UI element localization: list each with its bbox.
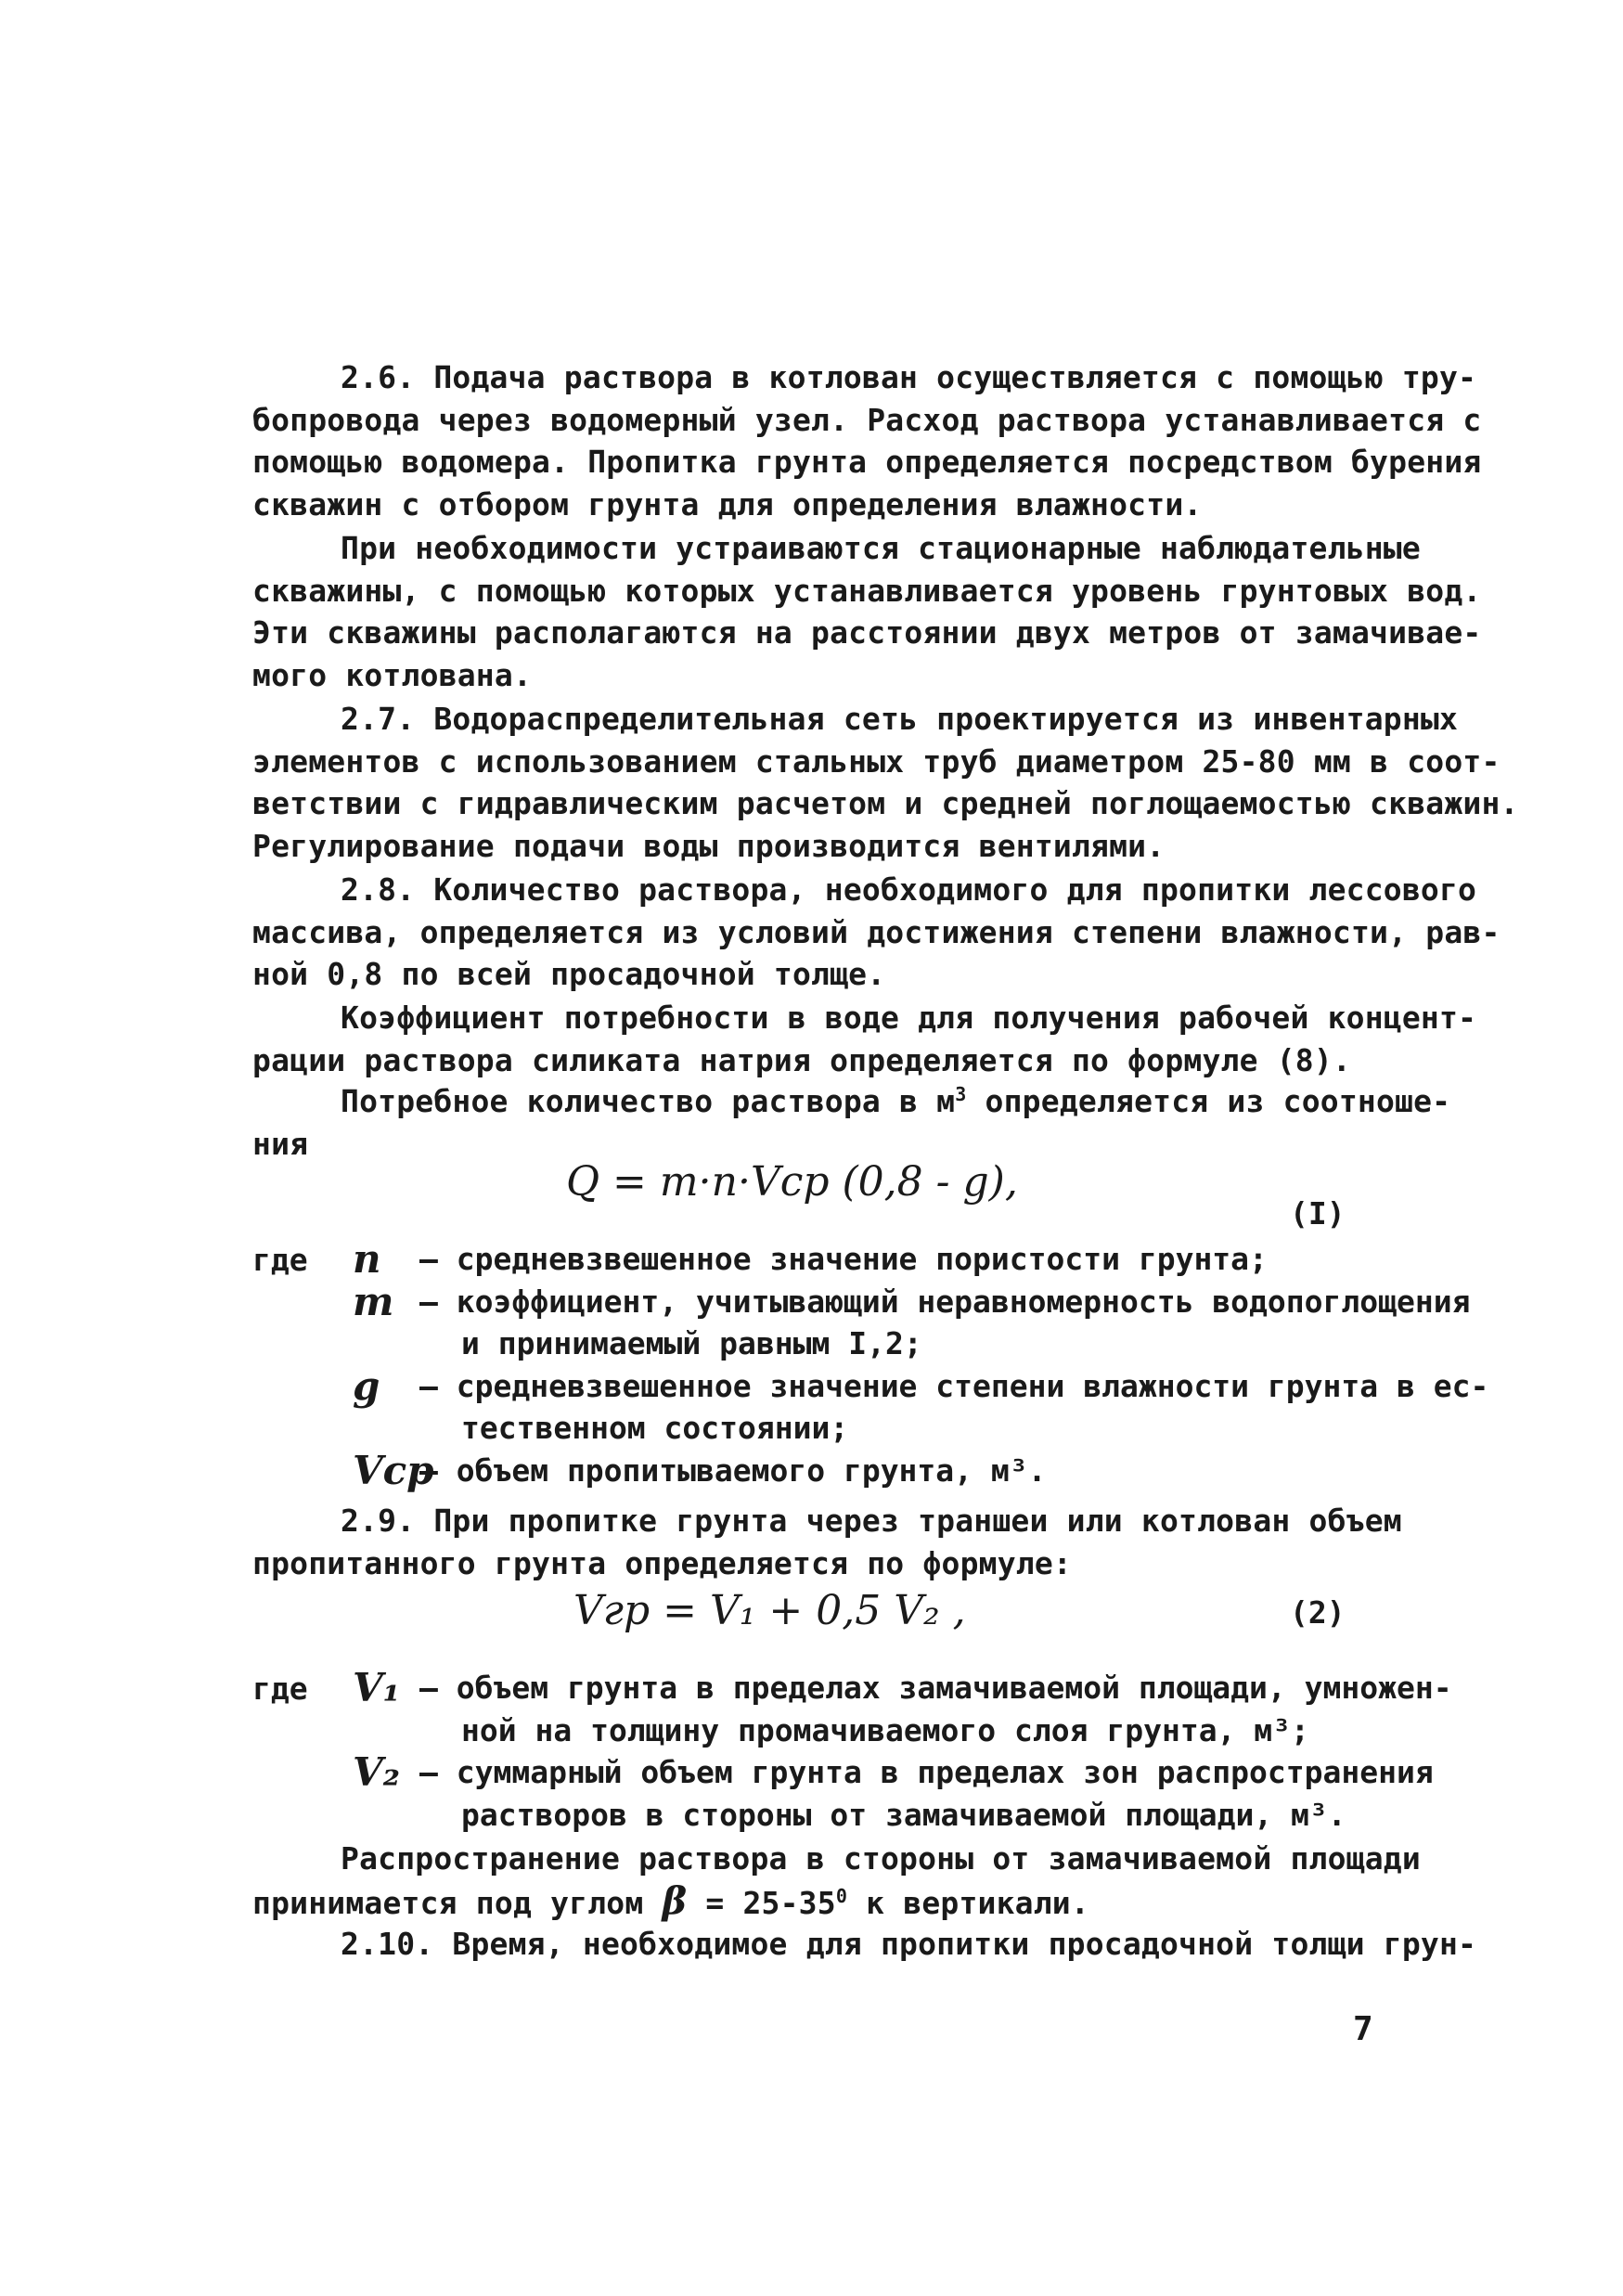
definitions-formula-2	[353, 1665, 1452, 1836]
text-segment: принимается под углом	[252, 1884, 663, 1921]
definition-row	[353, 1665, 1452, 1751]
text-line: 2.10. Время, необходимое для пропитки просадочной толщи грун-	[341, 1926, 1477, 1962]
text-line: ветствии с гидравлическим расчетом и средней поглощаемостью скважин.	[252, 785, 1519, 821]
beta-symbol: β	[662, 1878, 688, 1923]
definition-row	[353, 1749, 1434, 1836]
text-line: ной 0,8 по всей просадочной толще.	[252, 956, 886, 992]
text-line: Регулирование подачи воды производится вентилями.	[252, 827, 1166, 864]
text-line: 2.6. Подача раствора в котлован осуществляется с помощью тру-	[341, 359, 1477, 395]
definition-text	[419, 1667, 1452, 1751]
text-line: пропитанного грунта определяется по формуле:	[252, 1544, 1072, 1581]
text-segment: Потребное количество раствора в м	[341, 1083, 956, 1119]
definition-row	[353, 1238, 1401, 1281]
symbol-v2: V₂	[353, 1749, 400, 1795]
paragraph-coefficient	[252, 997, 1477, 1081]
formula-1: Q = m·n·Vср (0,8 - g),	[566, 1158, 1018, 1206]
text-line: При необходимости устраиваются стационарные наблюдательные	[341, 530, 1421, 566]
definition-text	[419, 1281, 1470, 1365]
where-label: где	[252, 1670, 308, 1707]
definition-line: – коэффициент, учитывающий неравномерность водопоглощения	[419, 1283, 1471, 1320]
text-line: бопровода через водомерный узел. Расход раствора устанавливается с	[252, 401, 1482, 438]
symbol-v1: V₁	[353, 1665, 400, 1710]
text-line: массива, определяется из условий достижения степени влажности, рав-	[252, 913, 1501, 950]
symbol-m: m	[353, 1278, 394, 1324]
paragraph-2-10	[252, 1923, 1477, 1966]
symbol-g: g	[353, 1362, 380, 1409]
definition-text	[419, 1238, 1401, 1281]
superscript: 3	[955, 1083, 967, 1105]
formula-2: Vгр = V₁ + 0,5 V₂ ,	[573, 1587, 966, 1634]
text-line: скважины, с помощью которых устанавливается уровень грунтовых вод.	[252, 572, 1482, 609]
text-line: скважин с отбором грунта для определения влажности.	[252, 485, 1203, 522]
text-line: мого котлована.	[252, 656, 533, 693]
definition-line: – объем пропитываемого грунта, м³.	[419, 1451, 1047, 1489]
paragraph-required-quantity	[252, 1080, 1451, 1165]
definition-continuation: ной на толщину промачиваемого слоя грунта, м³;	[461, 1711, 1309, 1748]
paragraph-2-6	[252, 356, 1482, 525]
definition-continuation: растворов в стороны от замачиваемой площади, м³.	[461, 1796, 1346, 1833]
text-line: Коэффициент потребности в воде для получения рабочей концент-	[341, 1000, 1477, 1036]
text-line	[252, 1080, 1451, 1123]
paragraph-2-9	[252, 1500, 1402, 1584]
text-line: 2.8. Количество раствора, необходимого для пропитки лессового	[341, 871, 1477, 908]
text-segment: к вертикали.	[847, 1884, 1089, 1921]
definition-continuation: и принимаемый равным I,2;	[461, 1325, 922, 1361]
definition-row	[353, 1362, 1489, 1450]
definition-line: – средневзвешенное значение пористости грунта;	[419, 1241, 1268, 1277]
paragraph-spread-angle	[252, 1838, 1421, 1924]
paragraph-2-7	[252, 698, 1519, 867]
text-line: 2.7. Водораспределительная сеть проектируется из инвентарных	[341, 701, 1459, 737]
definition-row	[353, 1278, 1471, 1365]
definition-text	[419, 1751, 1434, 1836]
text-line: помощью водомера. Пропитка грунта определяется посредством бурения	[252, 444, 1482, 480]
symbol-vcp: Vср	[353, 1447, 434, 1493]
definition-continuation: тественном состоянии;	[461, 1410, 849, 1446]
definition-text	[419, 1450, 1401, 1492]
paragraph-2-8	[252, 869, 1501, 996]
degree-superscript: 0	[835, 1884, 848, 1907]
definition-line: – средневзвешенное значение степени влажности грунта в ес-	[419, 1367, 1489, 1404]
text-segment: определяется из соотноше-	[966, 1083, 1451, 1119]
page-number: 7	[1353, 2010, 1373, 2048]
text-line: рации раствора силиката натрия определяется по формуле (8).	[252, 1041, 1351, 1078]
text-line: Распространение раствора в стороны от замачиваемой площади	[341, 1840, 1421, 1877]
definition-line: – суммарный объем грунта в пределах зон распространения	[419, 1754, 1434, 1790]
where-label: где	[252, 1242, 308, 1278]
text-line: Эти скважины располагаются на расстоянии двух метров от замачивае-	[252, 614, 1482, 651]
definition-text	[419, 1365, 1488, 1450]
text-line: 2.9. При пропитке грунта через траншеи или котлован объем	[341, 1503, 1402, 1539]
text-line: ния	[252, 1125, 309, 1162]
symbol-n: n	[353, 1236, 381, 1282]
equation-number-1: (I)	[1290, 1195, 1346, 1232]
paragraph-observation-wells	[252, 527, 1482, 696]
text-line	[252, 1880, 1394, 1925]
definitions-formula-1	[353, 1236, 1489, 1493]
text-segment: = 25-35	[687, 1884, 836, 1921]
text-line: элементов с использованием стальных труб диаметром 25-80 мм в соот-	[252, 742, 1501, 780]
equation-number-2: (2)	[1290, 1594, 1346, 1631]
definition-row	[353, 1447, 1401, 1493]
definition-line: – объем грунта в пределах замачиваемой площади, умножен-	[419, 1670, 1452, 1706]
